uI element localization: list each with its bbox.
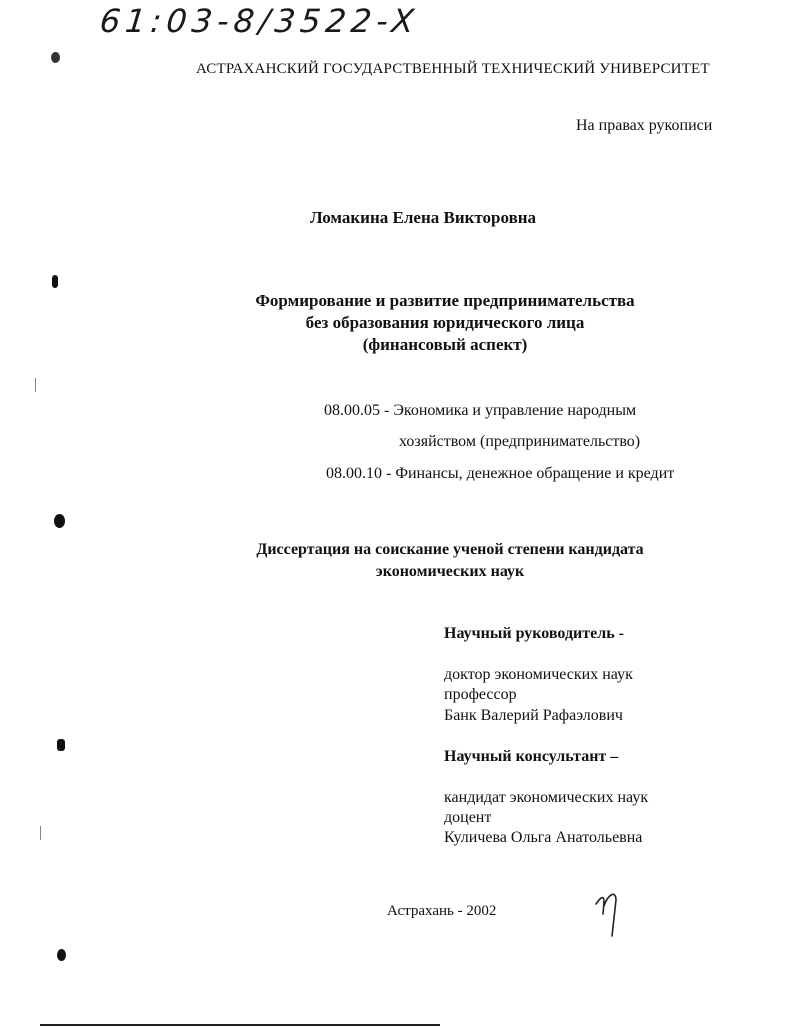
title-line: без образования юридического лица <box>305 313 585 332</box>
supervisor-name: Банк Валерий Рафаэлович <box>444 707 623 724</box>
scan-artifact-mark <box>35 378 36 392</box>
consultant-heading: Научный консультант – <box>444 748 619 765</box>
degree-line: экономических наук <box>375 563 525 580</box>
place-year: Астрахань - 2002 <box>387 903 497 919</box>
manuscript-note: На правах рукописи <box>576 117 713 134</box>
scan-artifact-mark <box>57 739 65 751</box>
signature-mark <box>592 884 628 940</box>
university-name: АСТРАХАНСКИЙ ГОСУДАРСТВЕННЫЙ ТЕХНИЧЕСКИЙ УНИВЕРСИТЕТ <box>196 61 710 77</box>
specialty-code-2: 08.00.10 - Финансы, денежное обращение и кредит <box>326 465 675 482</box>
degree-line: Диссертация на соискание ученой степени кандидата <box>256 541 644 558</box>
scan-artifact-mark <box>51 52 60 63</box>
supervisor-rank: профессор <box>444 686 517 703</box>
specialty-code-1: 08.00.05 - Экономика и управление народным <box>324 402 637 419</box>
author-name: Ломакина Елена Викторовна <box>310 208 537 227</box>
scan-artifact-mark <box>40 826 41 840</box>
scan-bottom-edge <box>40 1024 440 1026</box>
specialty-code-1-continued: хозяйством (предпринимательство) <box>399 433 641 450</box>
consultant-name: Куличева Ольга Анатольевна <box>444 829 643 846</box>
title-line: Формирование и развитие предпринимательства <box>255 291 635 310</box>
title-line: (финансовый аспект) <box>362 335 528 354</box>
degree-statement <box>180 539 720 583</box>
scan-artifact-mark <box>52 275 58 288</box>
scan-artifact-mark <box>57 949 66 961</box>
supervisor-heading: Научный руководитель - <box>444 625 624 642</box>
consultant-rank: доцент <box>444 809 492 826</box>
consultant-degree: кандидат экономических наук <box>444 789 649 806</box>
handwritten-catalog-number: 61:03-8/3522-X <box>98 2 421 40</box>
supervisor-degree: доктор экономических наук <box>444 666 633 683</box>
dissertation-title <box>180 290 710 356</box>
scan-artifact-mark <box>54 514 65 528</box>
